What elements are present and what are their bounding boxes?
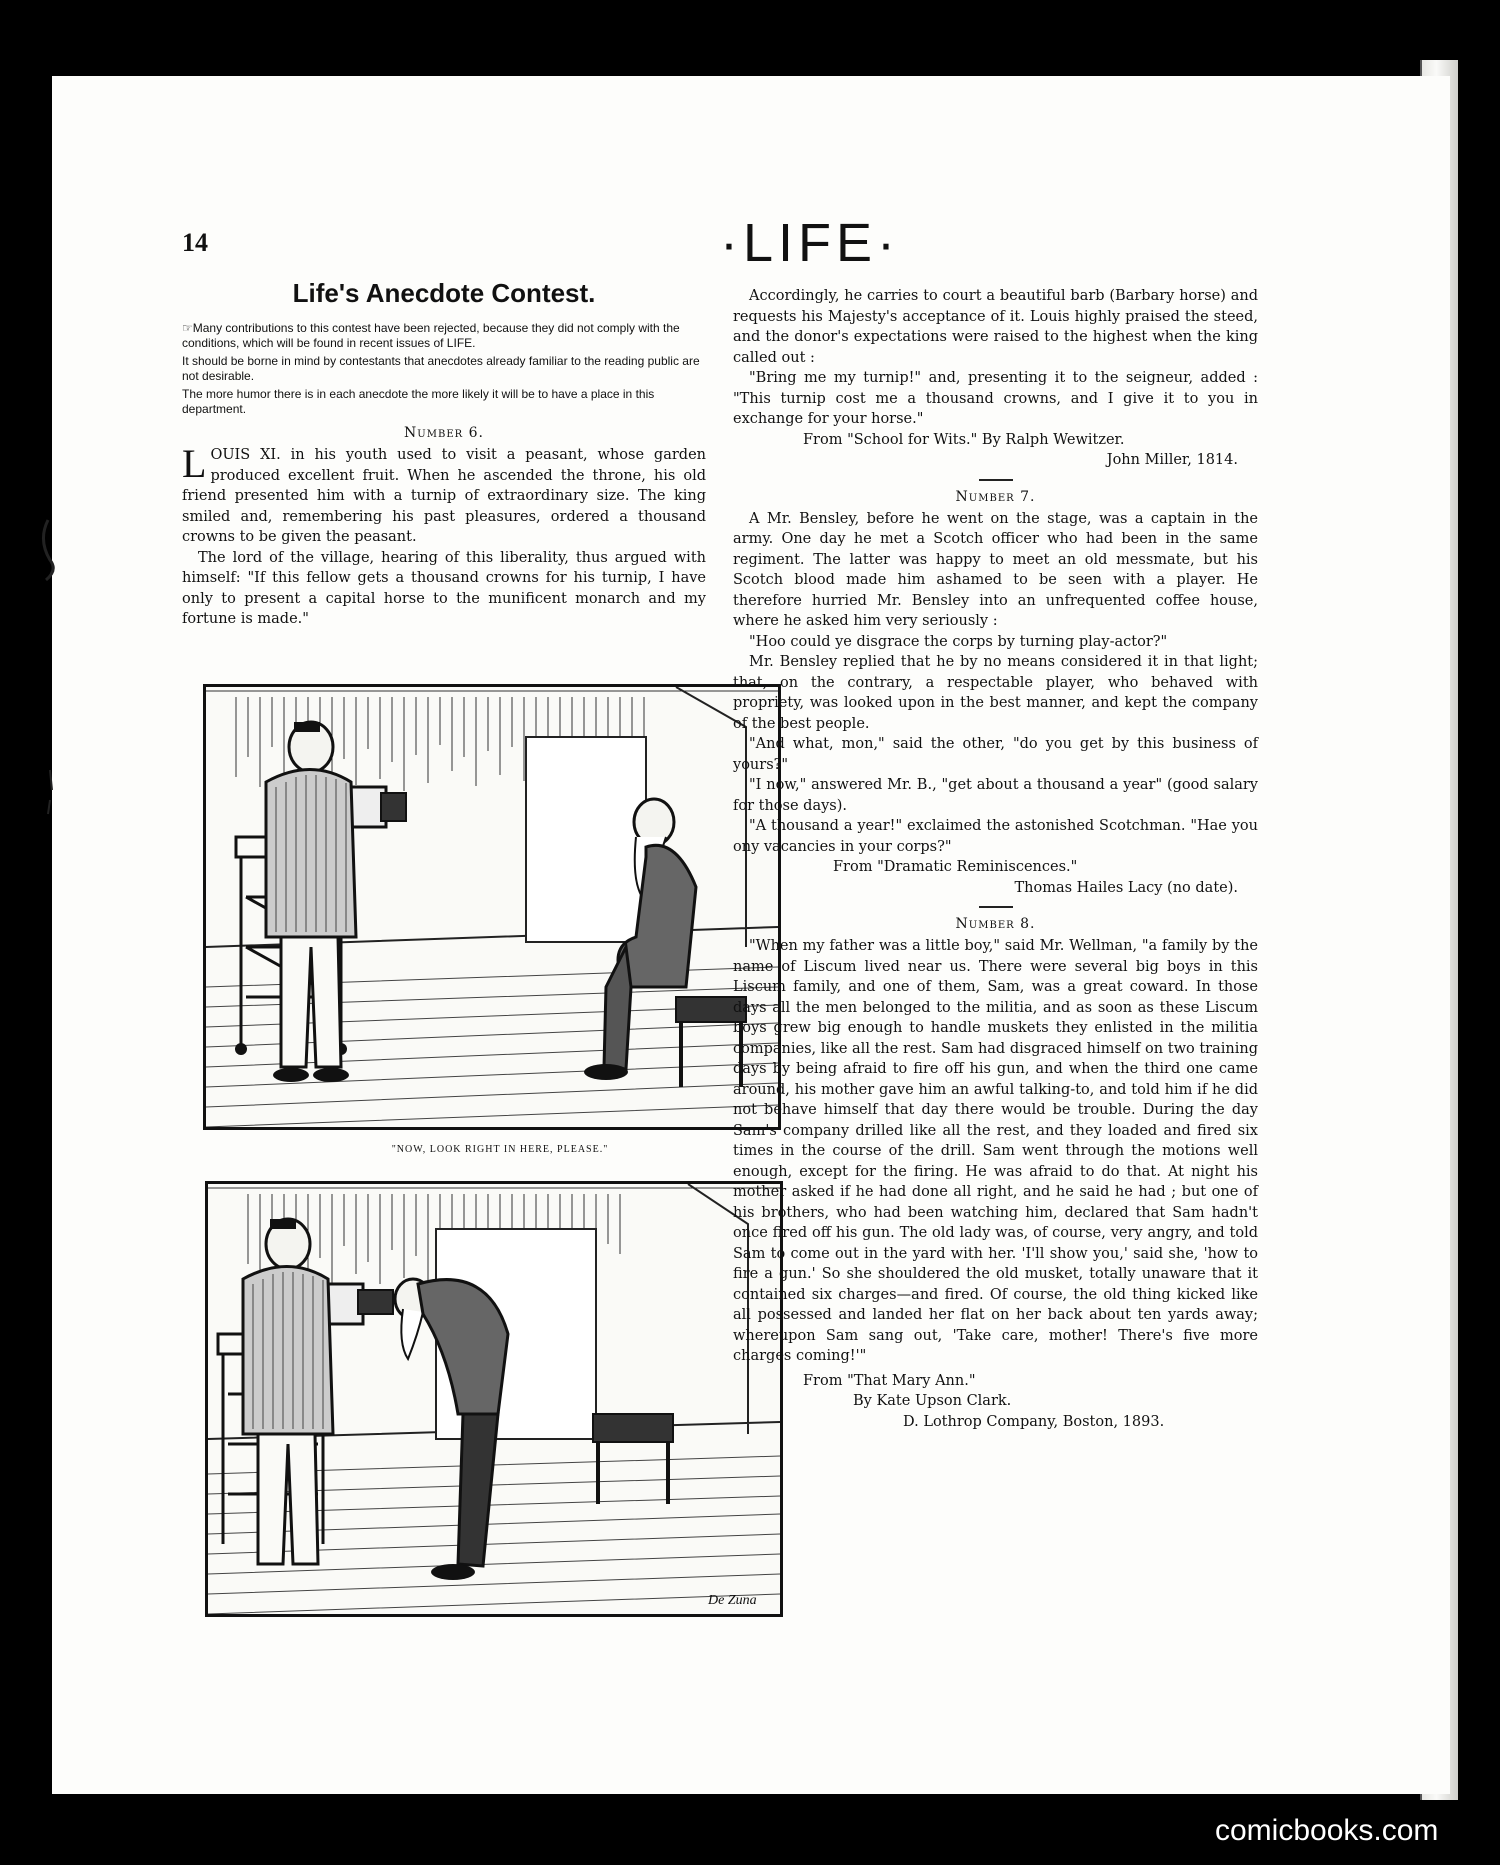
notice-line: It should be borne in mind by contestants that anecdotes already familiar to the reading public are not desirable. (182, 354, 700, 383)
notice-line: ☞Many contributions to this contest have been rejected, because they did not comply with the conditions, which will be found in recent issues of LIFE. (182, 321, 680, 350)
illustration-caption: "NOW, LOOK RIGHT IN HERE, PLEASE." (391, 1144, 609, 1155)
source-line: From "That Mary Ann." (803, 1372, 976, 1389)
number8-paragraph: "When my father was a little boy," said Mr. Wellman, "a family by the name of Liscum lived near us. There were several big boys in this Liscum family, and one of them, Sam, was a great coward. In those days all the men belonged to the militia, and as soon as these Liscum boys grew big enough to handle muskets they enlisted in the militia companies, like all the rest. Sam had disgraced himself on two training days by being afraid to fire off his gun, and when the third one came around, his mother gave him an awful talking-to, and told him if he did not behave himself that day there would be trouble. During the day Sam's company drilled like all the rest, and they loaded and fired six times in the course of the drill. Sam went through the motions well enough, except for the firing. He was afraid to do that. At night his mother asked if he had done all right, and he said he had ; but one of his brothers, who had been watching him, declared that Sam hadn't once fired off his gun. The old lady was, of course, very angry, and told Sam to come out in the yard with her. 'I'll show you,' said she, 'how to fire a gun.' So she shouldered the old musket, totally unaware that it contained six charges—and fired. Of course, the old thing kicked like all possessed and landed her flat on her back about ten yards away; whereupon Sam sang out, 'Take care, mother! There's five more charges coming!'" (733, 938, 1258, 1364)
number7-heading: Number 7. (955, 488, 1036, 505)
source-line: By Kate Upson Clark. (853, 1393, 1012, 1409)
illustration-panel-top (203, 684, 781, 1130)
peering-illustration (208, 1184, 780, 1614)
number7-paragraph: Mr. Bensley replied that he by no means considered it in that light; that, on the contrary, a respectable player, who behaved with propriety, was looked upon in the best manner, and kept the company of the best people. (733, 654, 1258, 732)
left-column (182, 278, 706, 630)
number6-paragraph: The lord of the village, hearing of this liberality, thus argued with himself: "If this fellow gets a thousand crowns for his turnip, I have only to present a capital horse to the munificent monarch and my fortune is made." (182, 549, 706, 627)
number7-paragraph: A Mr. Bensley, before he went on the stage, was a captain in the army. One day he met a Scotch officer who had been in the same regiment. The latter was happy to meet an old messmate, but his Scotch blood made him ashamed to be seen with a player. He therefore hurried Mr. Bensley into an unfrequented coffee house, where he asked him very seriously : (733, 510, 1258, 629)
watermark: comicbooks.com (1215, 1814, 1439, 1847)
page-number: 14 (182, 228, 208, 257)
margin-marks (0, 0, 60, 1865)
masthead: ·LIFE· (719, 213, 900, 273)
source-line: John Miller, 1814. (1106, 452, 1238, 468)
photographer-illustration (206, 687, 778, 1127)
right-column (733, 286, 1258, 1432)
number7-paragraph: "I now," answered Mr. B., "get about a thousand a year" (good salary for those days). (733, 777, 1258, 814)
number6-paragraph: Accordingly, he carries to court a beautiful barb (Barbary horse) and requests his Majesty's acceptance of it. Louis highly praised the steed, and the donor's expectations were raised to the highest when the king called out : (733, 288, 1258, 366)
artist-signature: De Zuna (708, 1593, 757, 1608)
drop-cap: L (182, 441, 207, 486)
illustration-panel-bottom (205, 1181, 783, 1617)
section-rule (979, 906, 1013, 908)
notice-line: The more humor there is in each anecdote the more likely it will be to have a place in this department. (182, 387, 655, 416)
source-line: From "Dramatic Reminiscences." (833, 859, 1078, 875)
number6-paragraph: LOUIS XI. in his youth used to visit a peasant, whose garden produced excellent fruit. When he ascended the throne, his old friend presented him with a turnip of extraordinary size. The king smiled and, remembering his past pleasures, ordered a thousand crowns to be given the peasant. (182, 441, 706, 545)
number7-paragraph: "And what, mon," said the other, "do you get by this business of yours?" (733, 736, 1258, 773)
contest-notice (182, 321, 706, 417)
number8-heading: Number 8. (955, 916, 1036, 932)
source-line: Thomas Hailes Lacy (no date). (1014, 879, 1238, 896)
source-line: From "School for Wits." By Ralph Wewitzer. (803, 431, 1125, 448)
number6-paragraph: "Bring me my turnip!" and, presenting it to the seigneur, added : "This turnip cost me a thousand crowns, and I give it to you in exchange for your horse." (733, 370, 1258, 427)
source-line: D. Lothrop Company, Boston, 1893. (903, 1413, 1165, 1430)
number7-paragraph: "Hoo could ye disgrace the corps by turning play-actor?" (749, 633, 1168, 650)
number6-heading: Number 6. (404, 425, 484, 441)
article-title: Life's Anecdote Contest. (292, 278, 596, 308)
section-rule (979, 479, 1013, 481)
number7-paragraph: "A thousand a year!" exclaimed the astonished Scotchman. "Hae you ony vacancies in your corps?" (733, 818, 1258, 855)
